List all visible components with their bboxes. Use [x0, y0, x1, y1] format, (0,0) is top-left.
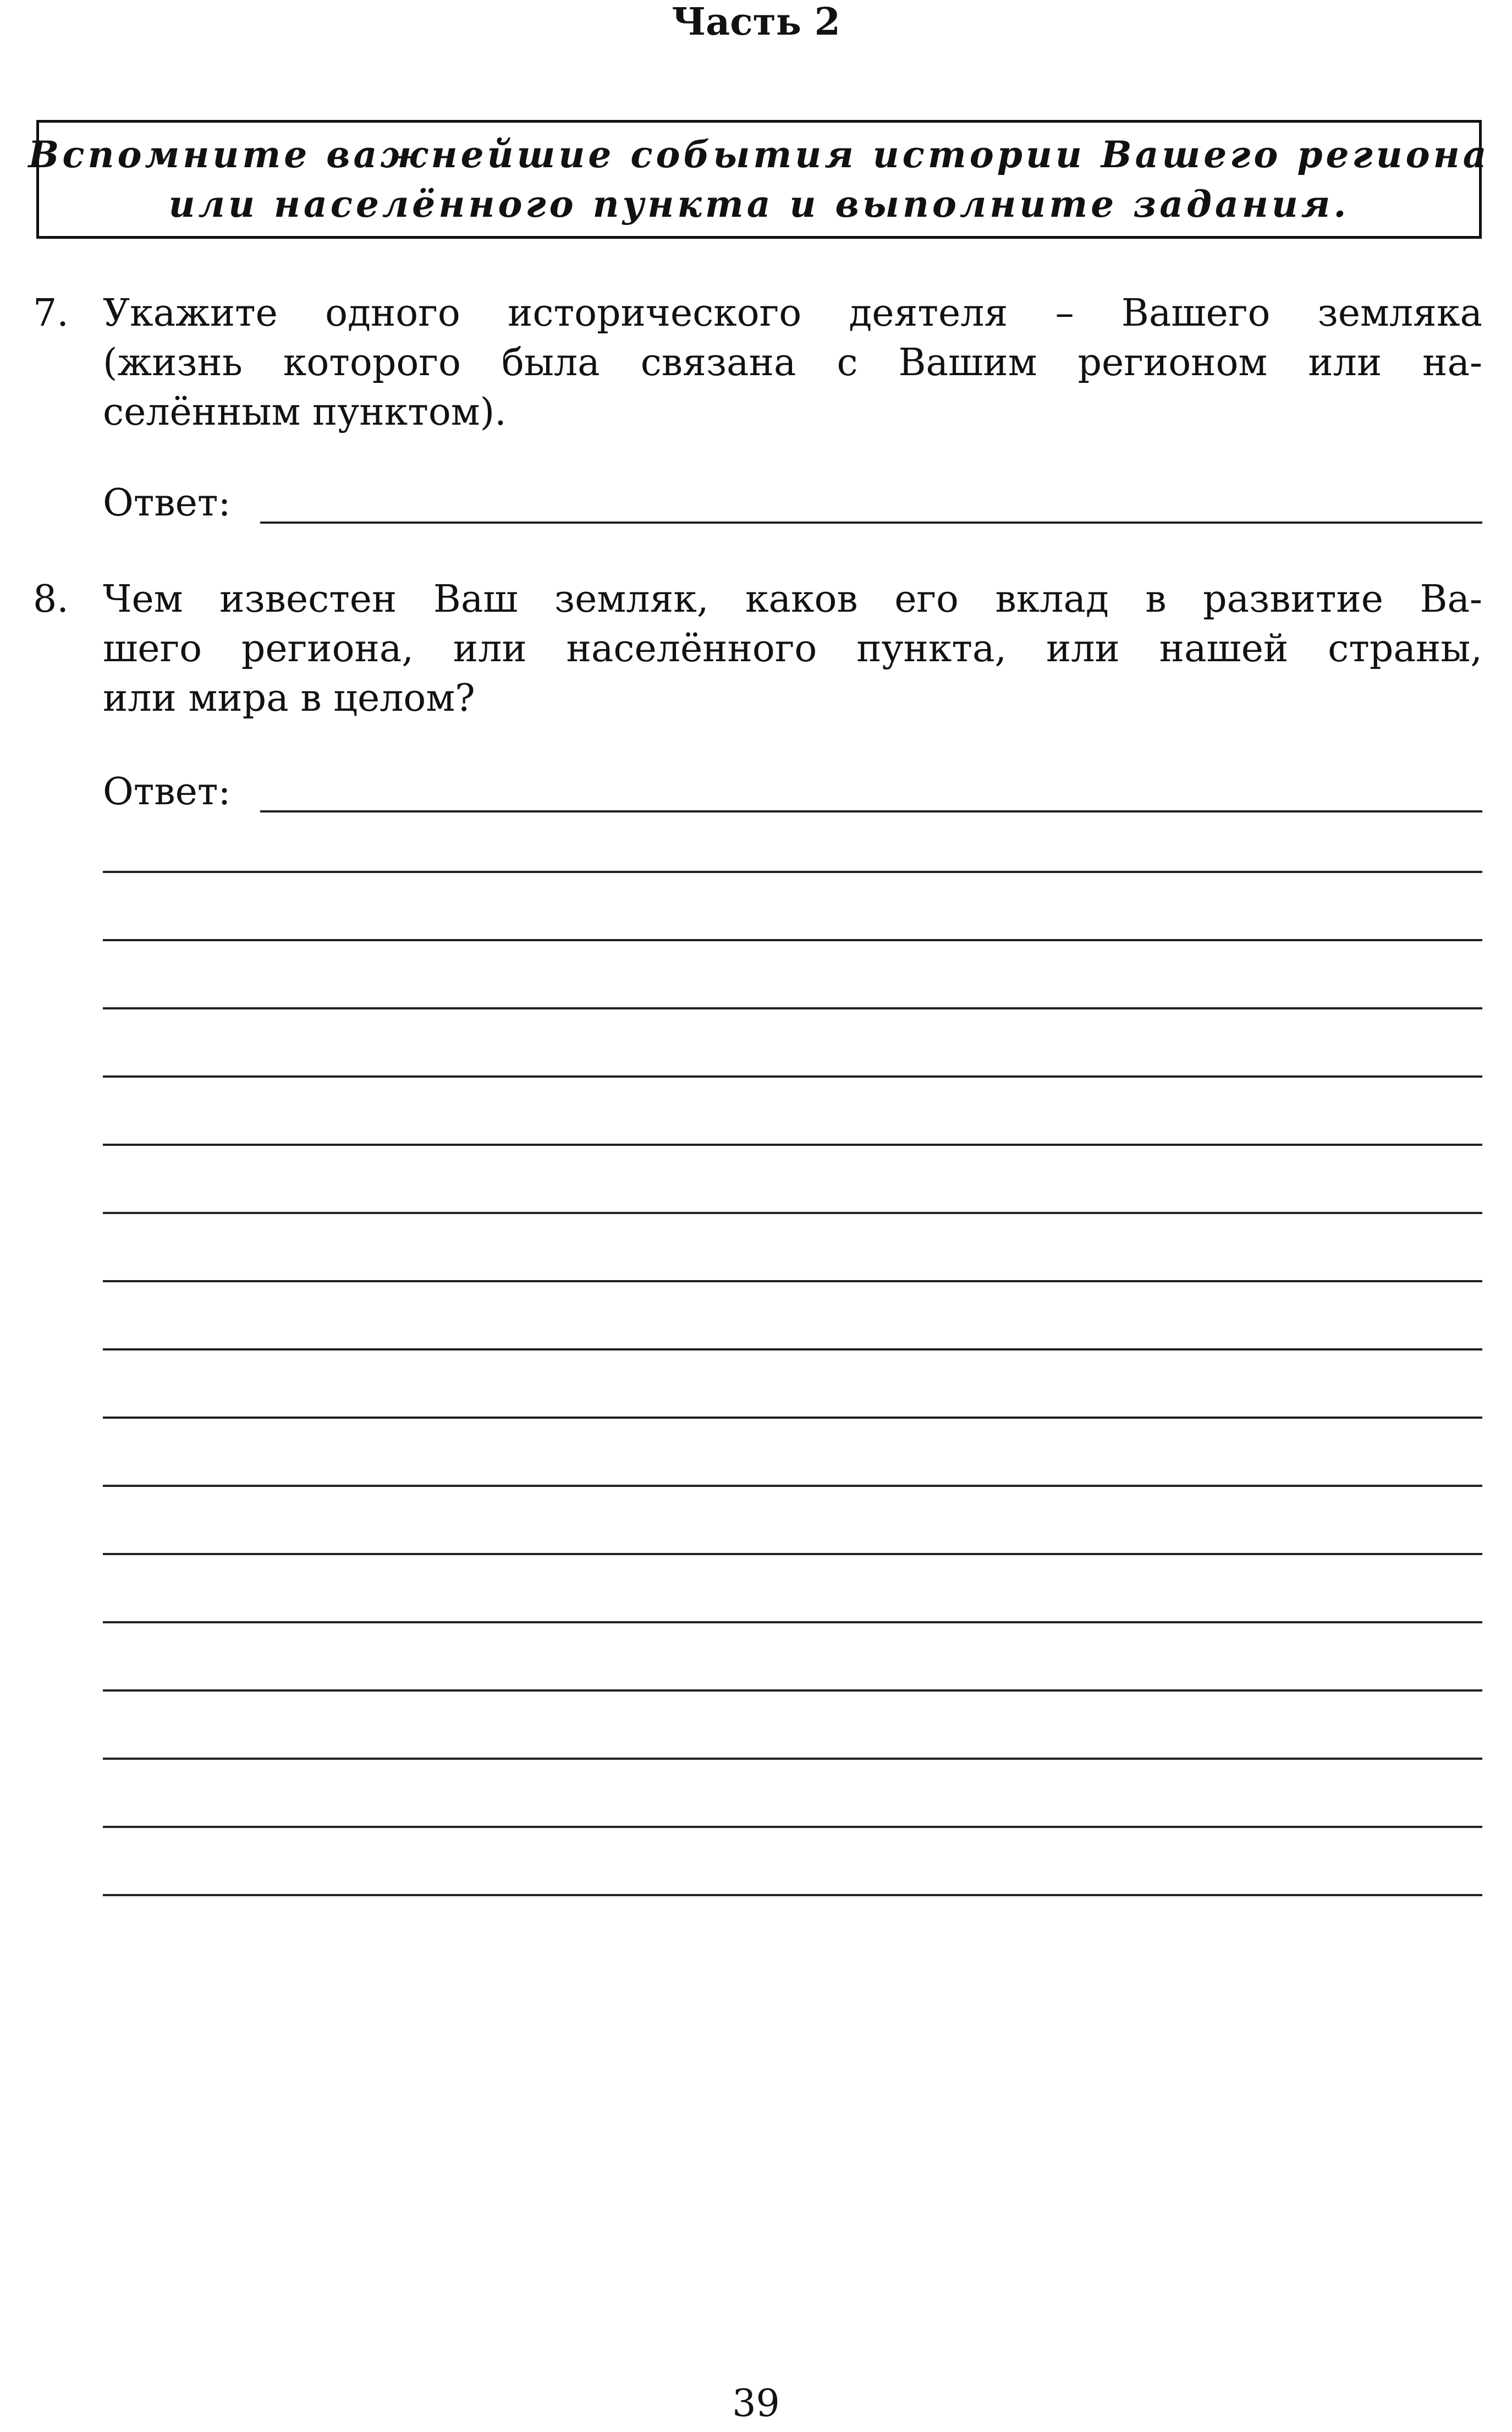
writing-line[interactable]	[103, 1894, 1482, 1896]
writing-line[interactable]	[103, 1621, 1482, 1623]
writing-line[interactable]	[103, 1007, 1482, 1009]
writing-line[interactable]	[103, 1212, 1482, 1214]
answer-line[interactable]	[260, 810, 1482, 813]
writing-line[interactable]	[103, 1417, 1482, 1419]
instruction-line: Вспомните важнейшие события истории Вашего региона	[28, 133, 1490, 176]
writing-line[interactable]	[103, 1144, 1482, 1146]
writing-line[interactable]	[103, 939, 1482, 941]
answer-row-7[interactable]	[103, 479, 1482, 528]
writing-line[interactable]	[103, 1758, 1482, 1760]
question-line: шего региона, или населённого пункта, или нашей страны,	[103, 627, 1482, 671]
writing-line[interactable]	[103, 1348, 1482, 1350]
writing-line[interactable]	[103, 1075, 1482, 1078]
question-line: или мира в целом?	[103, 677, 475, 720]
instruction-box	[28, 120, 1490, 239]
part-title: Часть 2	[672, 0, 840, 44]
question-8	[33, 575, 1482, 729]
question-line: Чем известен Ваш земляк, каков его вклад в развитие Ва-	[103, 578, 1482, 621]
answer-label: Ответ:	[103, 770, 231, 814]
writing-line[interactable]	[103, 1826, 1482, 1828]
answer-label: Ответ:	[103, 481, 231, 525]
question-text	[103, 289, 1482, 437]
question-line: (жизнь которого была связана с Вашим регионом или на-	[103, 341, 1482, 385]
answer-row-8[interactable]	[103, 767, 1482, 817]
writing-line[interactable]	[103, 1280, 1482, 1282]
instruction-line: или населённого пункта и выполните задания.	[168, 183, 1350, 226]
question-line: Укажите одного исторического деятеля – Вашего земляка	[103, 292, 1482, 335]
question-7	[33, 289, 1482, 443]
question-number: 8.	[33, 578, 69, 621]
writing-line[interactable]	[103, 1553, 1482, 1555]
writing-line[interactable]	[103, 871, 1482, 873]
writing-line[interactable]	[103, 1485, 1482, 1487]
question-number: 7.	[33, 292, 69, 335]
page-number: 39	[732, 2382, 780, 2425]
writing-line[interactable]	[103, 1689, 1482, 1692]
answer-line[interactable]	[260, 521, 1482, 524]
question-line: селённым пунктом).	[103, 391, 507, 434]
question-text	[103, 575, 1482, 723]
